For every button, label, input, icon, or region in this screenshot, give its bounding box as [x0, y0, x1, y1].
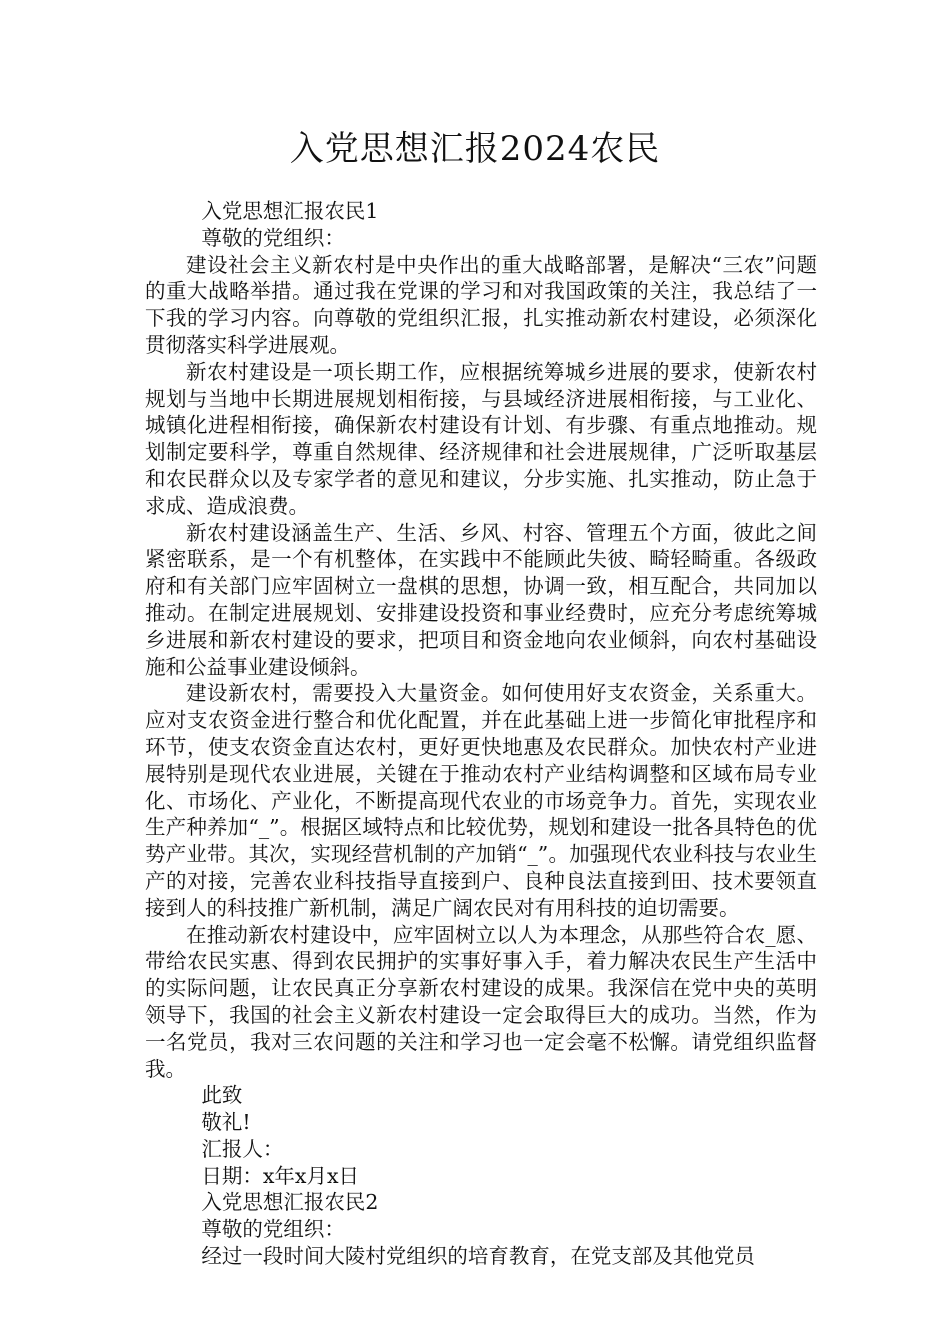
paragraph-start: 经过一段时间大陵村党组织的培育教育，在党支部及其他党员	[201, 1244, 755, 1269]
paragraph: 在推动新农村建设中，应牢固树立以人为本理念，从那些符合农_愿、带给农民实惠、得到农民拥护的实事好事入手，着力解决农民生产生活中的实际问题，让农民真正分享新农村建设的成果。我深信在党中央的英明领导下，我国的社会主义新农村建设一定会取得巨大的成功。当然，作为一名党员，我对三农问题的关注和学习也一定会毫不松懈。请党组织监督我。	[145, 922, 817, 1081]
closing-salute: 敬礼!	[201, 1110, 251, 1135]
document-title: 入党思想汇报2024农民	[289, 129, 661, 169]
paragraph: 新农村建设涵盖生产、生活、乡风、村容、管理五个方面，彼此之间紧密联系，是一个有机整体，在实践中不能顾此失彼、畸轻畸重。各级政府和有关部门应牢固树立一盘棋的思想，协调一致，相互配合，共同加以推动。在制定进展规划、安排建设投资和事业经费时，应充分考虑统筹城乡进展和新农村建设的要求，把项目和资金地向农业倾斜，向农村基础设施和公益事业建设倾斜。	[145, 520, 817, 679]
salutation-2: 尊敬的党组织：	[201, 1217, 345, 1242]
section-heading-1: 入党思想汇报农民1	[201, 199, 379, 223]
section-heading-2: 入党思想汇报农民2	[201, 1190, 379, 1215]
reporter-line: 汇报人：	[201, 1136, 284, 1161]
document-body	[145, 198, 817, 1270]
closing-line: 此致	[201, 1083, 243, 1108]
paragraph: 新农村建设是一项长期工作，应根据统筹城乡进展的要求，使新农村规划与当地中长期进展规划相衔接，与县域经济进展相衔接，与工业化、城镇化进程相衔接，确保新农村建设有计划、有步骤、有重点地推动。规划制定要科学，尊重自然规律、经济规律和社会进展规律，广泛听取基层和农民群众以及专家学者的意见和建议，分步实施、扎实推动，防止急于求成、造成浪费。	[145, 359, 817, 518]
salutation-1: 尊敬的党组织：	[201, 225, 345, 250]
paragraph: 建设社会主义新农村是中央作出的重大战略部署，是解决“三农”问题的重大战略举措。通过我在党课的学习和对我国政策的关注，我总结了一下我的学习内容。向尊敬的党组织汇报，扎实推动新农村建设，必须深化贯彻落实科学进展观。	[145, 252, 817, 357]
date-line: 日期：x年x月x日	[201, 1163, 360, 1188]
paragraph: 建设新农村，需要投入大量资金。如何使用好支农资金，关系重大。应对支农资金进行整合和优化配置，并在此基础上进一步简化审批程序和环节，使支农资金直达农村，更好更快地惠及农民群众。加快农村产业进展特别是现代农业进展，关键在于推动农村产业结构调整和区域布局专业化、市场化、产业化，不断提高现代农业的市场竞争力。首先，实现农业生产种养加“_”。根据区域特点和比较优势，规划和建设一批各具特色的优势产业带。其次，实现经营机制的产加销“_”。加强现代农业科技与农业生产的对接，完善农业科技指导直接到户、良种良法直接到田、技术要领直接到人的科技推广新机制，满足广阔农民对有用科技的迫切需要。	[145, 681, 817, 920]
